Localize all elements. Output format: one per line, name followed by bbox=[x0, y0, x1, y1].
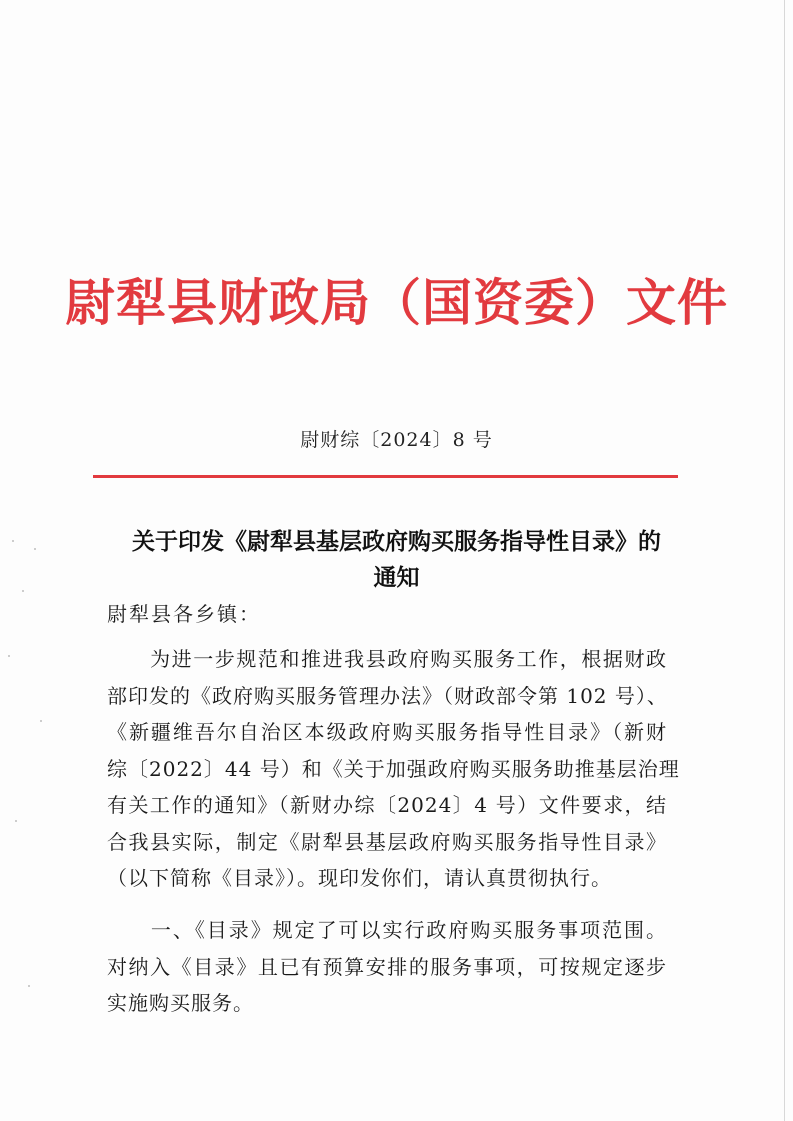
addressee: 尉犁县各乡镇： bbox=[107, 602, 261, 626]
notice-title-line: 关于印发《尉犁县基层政府购买服务指导性目录》的 bbox=[132, 528, 661, 555]
scan-edge-line bbox=[784, 0, 785, 1121]
notice-title bbox=[60, 524, 733, 596]
paragraph-line: 对纳入《目录》且已有预算安排的服务事项，可按规定逐步 bbox=[107, 954, 667, 979]
paragraph-line: 有关工作的通知》（新财办综〔2024〕4 号）文件要求，结 bbox=[107, 793, 667, 817]
paragraph-line: 合我县实际，制定《尉犁县基层政府购买服务指导性目录》 bbox=[107, 829, 667, 854]
paragraph-line: 为进一步规范和推进我县政府购买服务工作，根据财政 bbox=[107, 647, 667, 671]
scan-speck bbox=[15, 820, 17, 822]
paragraph-line: （以下简称《目录》）。现印发你们，请认真贯彻执行。 bbox=[107, 866, 612, 890]
scan-speck bbox=[28, 985, 30, 987]
notice-title-line: 通知 bbox=[373, 564, 420, 591]
document-number: 尉财综〔2024〕8 号 bbox=[300, 429, 493, 451]
paragraph-line: 部印发的《政府购买服务管理办法》（财政部令第 102 号）、 bbox=[107, 683, 668, 708]
red-separator-line bbox=[93, 475, 678, 478]
scan-speck bbox=[34, 548, 36, 550]
scan-speck bbox=[12, 540, 14, 542]
scan-speck bbox=[22, 590, 24, 592]
paragraph-line: 一、《目录》规定了可以实行政府购买服务事项范围。 bbox=[107, 918, 667, 942]
paragraph-line: 《新疆维吾尔自治区本级政府购买服务指导性目录》（新财 bbox=[107, 720, 667, 744]
paragraph-line: 综〔2022〕44 号）和《关于加强政府购买服务助推基层治理 bbox=[107, 756, 680, 781]
scan-speck bbox=[8, 655, 10, 657]
body-paragraph-2 bbox=[107, 912, 667, 1022]
body-paragraph-1 bbox=[107, 641, 680, 897]
paragraph-line: 实施购买服务。 bbox=[107, 991, 254, 1015]
issuer-header-title: 尉犁县财政局（国资委）文件 bbox=[65, 273, 728, 332]
scan-speck bbox=[40, 720, 42, 722]
